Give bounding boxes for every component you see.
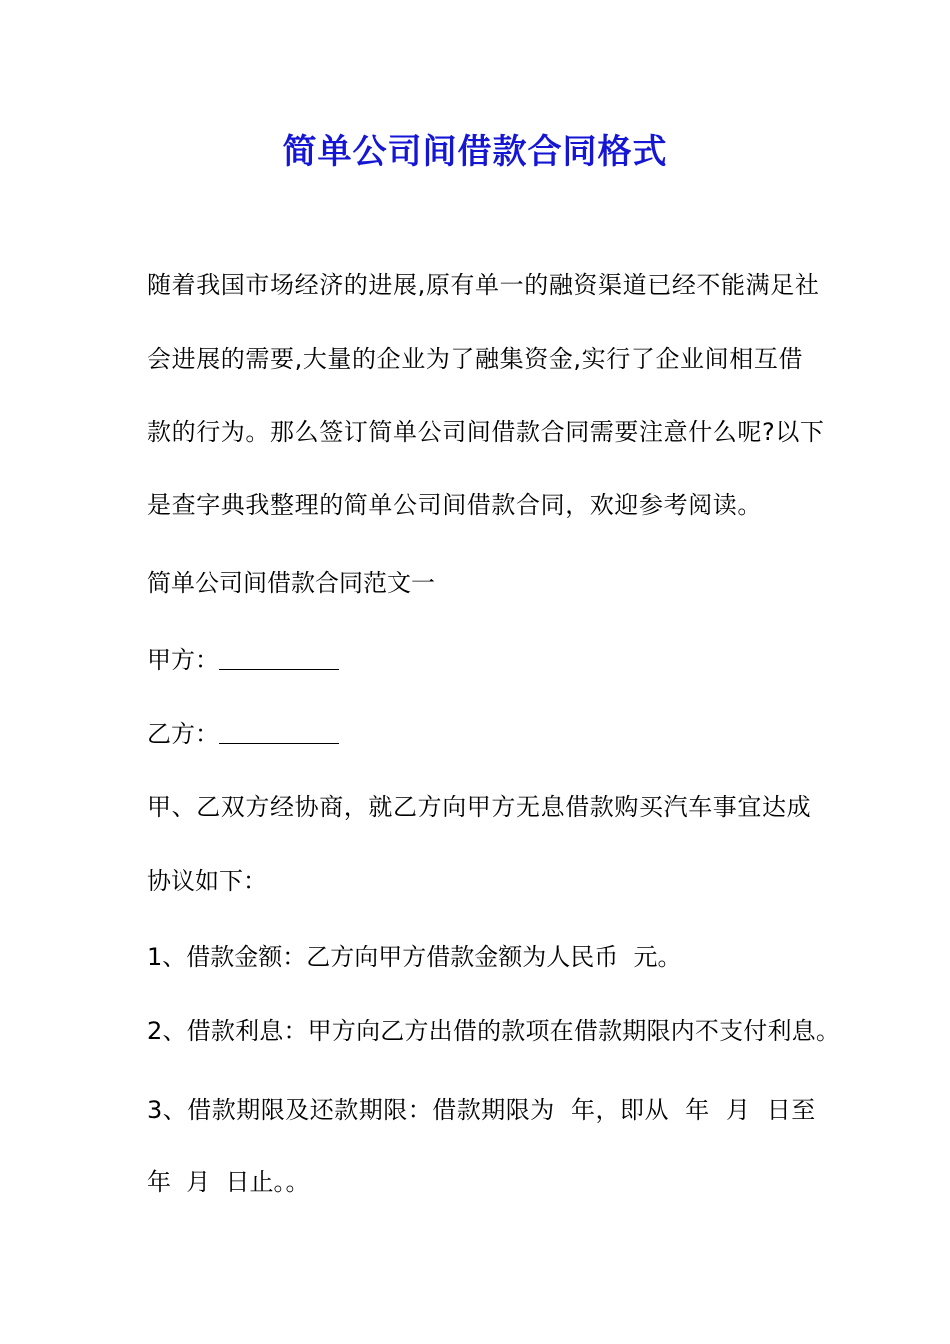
party-b-label: 乙方： xyxy=(147,720,219,748)
party-a-blank xyxy=(219,643,339,670)
document-title: 简单公司间借款合同格式 xyxy=(282,132,668,172)
clause-2: 2、借款利息：甲方向乙方出借的款项在借款期限内不支付利息。 xyxy=(147,1017,841,1045)
intro-line: 款的行为。那么签订简单公司间借款合同需要注意什么呢?以下 xyxy=(147,418,825,446)
intro-line: 是查字典我整理的简单公司间借款合同，欢迎参考阅读。 xyxy=(147,491,762,519)
agreement-line: 协议如下： xyxy=(147,867,267,895)
clause-1: 1、借款金额：乙方向甲方借款金额为人民币 元。 xyxy=(147,943,682,971)
agreement-line: 甲、乙双方经协商，就乙方向甲方无息借款购买汽车事宜达成 xyxy=(147,793,812,821)
clause-3-line: 3、借款期限及还款期限：借款期限为 年，即从 年 月 日至 xyxy=(147,1096,816,1124)
party-b-blank xyxy=(219,717,339,744)
section-heading: 简单公司间借款合同范文一 xyxy=(147,569,435,597)
party-b-line xyxy=(147,717,339,751)
party-a-label: 甲方： xyxy=(147,646,219,674)
party-a-line xyxy=(147,643,339,677)
intro-line: 会进展的需要,大量的企业为了融集资金,实行了企业间相互借 xyxy=(147,345,804,373)
clause-3-line: 年 月 日止。。 xyxy=(147,1168,310,1196)
intro-line: 随着我国市场经济的进展,原有单一的融资渠道已经不能满足社 xyxy=(147,271,820,299)
